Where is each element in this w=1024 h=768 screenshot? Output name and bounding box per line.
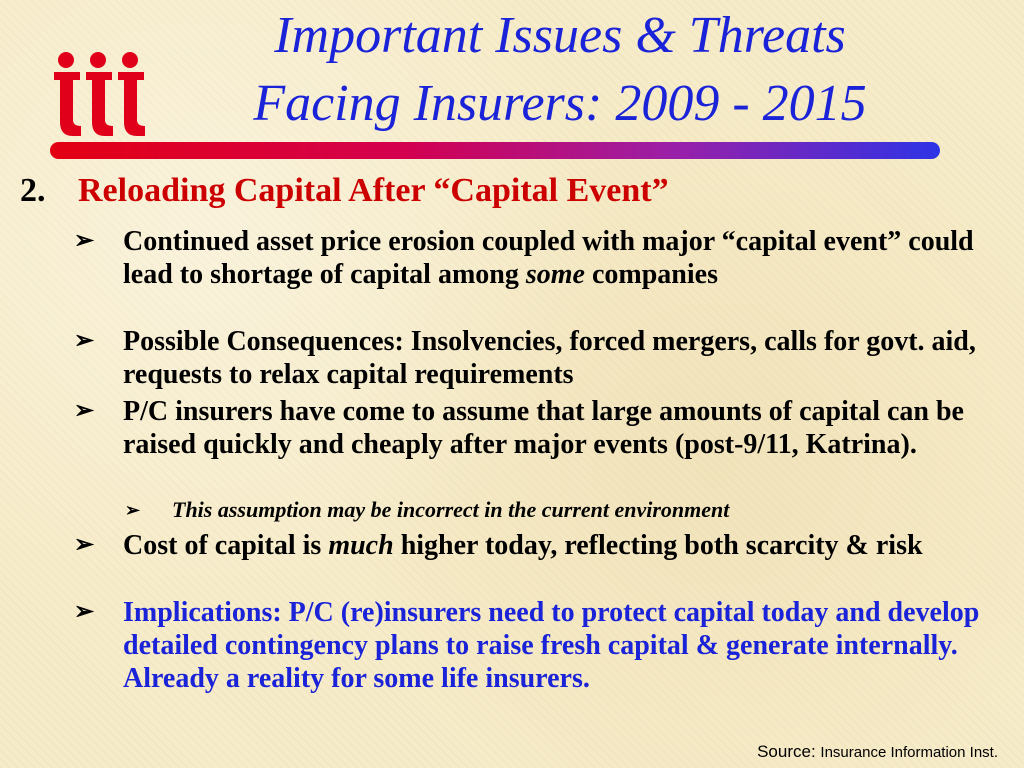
slide-title-line2: Facing Insurers: 2009 - 2015 bbox=[253, 75, 867, 132]
source-text: Insurance Information Inst. bbox=[820, 744, 998, 761]
arrow-bullet-icon: ➢ bbox=[74, 398, 95, 424]
source-label: Source: bbox=[757, 742, 821, 761]
section-number: 2. bbox=[20, 172, 46, 209]
arrow-bullet-icon: ➢ bbox=[74, 228, 95, 254]
arrow-bullet-icon: ➢ bbox=[74, 328, 95, 354]
slide-title-line1: Important Issues & Threats bbox=[274, 7, 846, 64]
bullet-item: ➢ P/C insurers have come to assume that large amounts of capital can be raised quickly and cheaply after major events (post-9/11, Katrina). bbox=[74, 396, 964, 460]
section-heading-text: Reloading Capital After “Capital Event” bbox=[78, 172, 669, 209]
arrow-bullet-icon: ➢ bbox=[125, 500, 141, 520]
arrow-bullet-icon: ➢ bbox=[74, 532, 95, 558]
arrow-bullet-icon: ➢ bbox=[74, 599, 95, 625]
sub-bullet-item: ➢ This assumption may be incorrect in the current environment bbox=[125, 497, 730, 522]
bullet-item: ➢ Possible Consequences: Insolvencies, forced mergers, calls for govt. aid, requests to relax capital requirements bbox=[74, 326, 976, 390]
iii-logo bbox=[52, 50, 152, 138]
bullet-item: ➢ Cost of capital is much higher today, reflecting both scarcity & risk bbox=[74, 530, 923, 561]
source-credit bbox=[757, 742, 998, 762]
bullet-item-implications: ➢ Implications: P/C (re)insurers need to protect capital today and develop detailed contingency plans to raise fresh capital & generate internally. Already a reality for some life insurers. bbox=[74, 597, 980, 694]
title-divider bbox=[50, 142, 940, 159]
bullet-item: ➢ Continued asset price erosion coupled with major “capital event” could lead to shortage of capital among some companies bbox=[74, 226, 974, 290]
section-heading bbox=[20, 172, 669, 210]
